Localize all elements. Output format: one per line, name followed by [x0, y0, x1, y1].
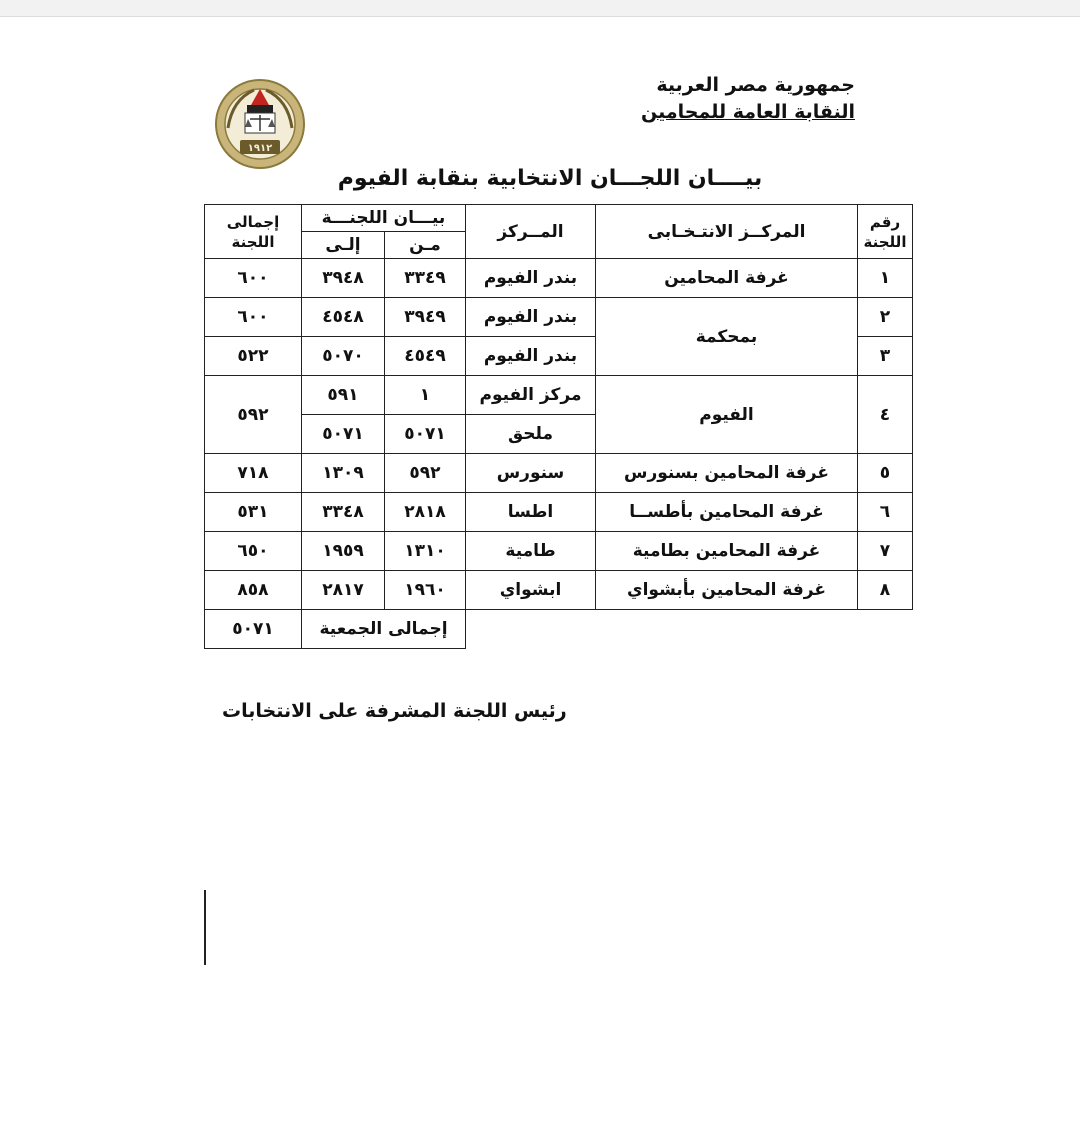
- cell-number: ٣: [858, 337, 913, 376]
- cell-from: ٣٣٤٩: [385, 259, 466, 298]
- committees-table: [204, 204, 913, 649]
- cell-number: ١: [858, 259, 913, 298]
- header-to: إلـى: [302, 232, 385, 259]
- cell-center: ابشواي: [466, 571, 596, 610]
- table-header-row: [205, 205, 913, 232]
- document-viewer-toolbar: [0, 0, 1080, 17]
- cell-electoral-center: غرفة المحامين بطامية: [596, 532, 858, 571]
- cell-total: ٦٠٠: [205, 298, 302, 337]
- cell-number: ٨: [858, 571, 913, 610]
- cell-from: ٢٨١٨: [385, 493, 466, 532]
- cell-center: بندر الفيوم: [466, 298, 596, 337]
- cell-to: ١٣٠٩: [302, 454, 385, 493]
- header-committee-number: رقم اللجنة: [858, 205, 913, 259]
- document-title: بيــــان اللجـــان الانتخابية بنقابة الفيوم: [337, 166, 763, 191]
- cell-to: ٥٠٧١: [302, 415, 385, 454]
- table-row: [205, 454, 913, 493]
- cell-total: ٥٩٢: [205, 376, 302, 454]
- lawyers-syndicate-seal-icon: [214, 78, 306, 170]
- header-committee-total: إجمالى اللجنة: [205, 205, 302, 259]
- cell-from: ٥٩٢: [385, 454, 466, 493]
- header-from: مـن: [385, 232, 466, 259]
- table-row: [205, 532, 913, 571]
- cell-number: ٢: [858, 298, 913, 337]
- cell-total: ٥٢٢: [205, 337, 302, 376]
- cell-electoral-center: غرفة المحامين بأطســا: [596, 493, 858, 532]
- cell-electoral-center: غرفة المحامين: [596, 259, 858, 298]
- cell-to: ١٩٥٩: [302, 532, 385, 571]
- cell-electoral-center: بمحكمة: [596, 298, 858, 376]
- grand-total-row: [205, 610, 913, 649]
- header-country: جمهورية مصر العربية: [656, 74, 855, 96]
- header-syndicate: النقابة العامة للمحامين: [641, 101, 855, 123]
- cell-to: ٥٩١: [302, 376, 385, 415]
- cell-center: بندر الفيوم: [466, 337, 596, 376]
- cell-from: ٤٥٤٩: [385, 337, 466, 376]
- cell-to: ٤٥٤٨: [302, 298, 385, 337]
- cell-electoral-center: غرفة المحامين بأبشواي: [596, 571, 858, 610]
- cell-electoral-center: الفيوم: [596, 376, 858, 454]
- cell-center: ملحق: [466, 415, 596, 454]
- empty-cell: [466, 610, 913, 649]
- cell-center: اطسا: [466, 493, 596, 532]
- cell-number: ٧: [858, 532, 913, 571]
- table-row: [205, 493, 913, 532]
- vertical-rule: [204, 890, 206, 965]
- cell-to: ٢٨١٧: [302, 571, 385, 610]
- cell-from: ١٩٦٠: [385, 571, 466, 610]
- cell-to: ٣٩٤٨: [302, 259, 385, 298]
- cell-number: ٤: [858, 376, 913, 454]
- cell-from: ٥٠٧١: [385, 415, 466, 454]
- table-row: [205, 259, 913, 298]
- cell-from: ١: [385, 376, 466, 415]
- cell-center: مركز الفيوم: [466, 376, 596, 415]
- signature-caption: رئيس اللجنة المشرفة على الانتخابات: [222, 700, 567, 722]
- cell-to: ٣٣٤٨: [302, 493, 385, 532]
- cell-center: سنورس: [466, 454, 596, 493]
- table-row: [205, 376, 913, 415]
- grand-total-value: ٥٠٧١: [205, 610, 302, 649]
- table-row: [205, 298, 913, 337]
- cell-total: ٨٥٨: [205, 571, 302, 610]
- header-electoral-center: المركــز الانتـخـابى: [596, 205, 858, 259]
- cell-center: بندر الفيوم: [466, 259, 596, 298]
- seal-year: ١٩١٢: [247, 143, 273, 154]
- cell-electoral-center: غرفة المحامين بسنورس: [596, 454, 858, 493]
- header-committee-range: بيـــان اللجنـــة: [302, 205, 466, 232]
- grand-total-label: إجمالى الجمعية: [302, 610, 466, 649]
- cell-total: ٧١٨: [205, 454, 302, 493]
- cell-total: ٥٣١: [205, 493, 302, 532]
- document-header: [640, 72, 855, 126]
- cell-total: ٦٥٠: [205, 532, 302, 571]
- table-row: [205, 571, 913, 610]
- cell-to: ٥٠٧٠: [302, 337, 385, 376]
- cell-number: ٥: [858, 454, 913, 493]
- cell-total: ٦٠٠: [205, 259, 302, 298]
- cell-number: ٦: [858, 493, 913, 532]
- header-center: المــركز: [466, 205, 596, 259]
- cell-from: ٣٩٤٩: [385, 298, 466, 337]
- cell-from: ١٣١٠: [385, 532, 466, 571]
- cell-center: طامية: [466, 532, 596, 571]
